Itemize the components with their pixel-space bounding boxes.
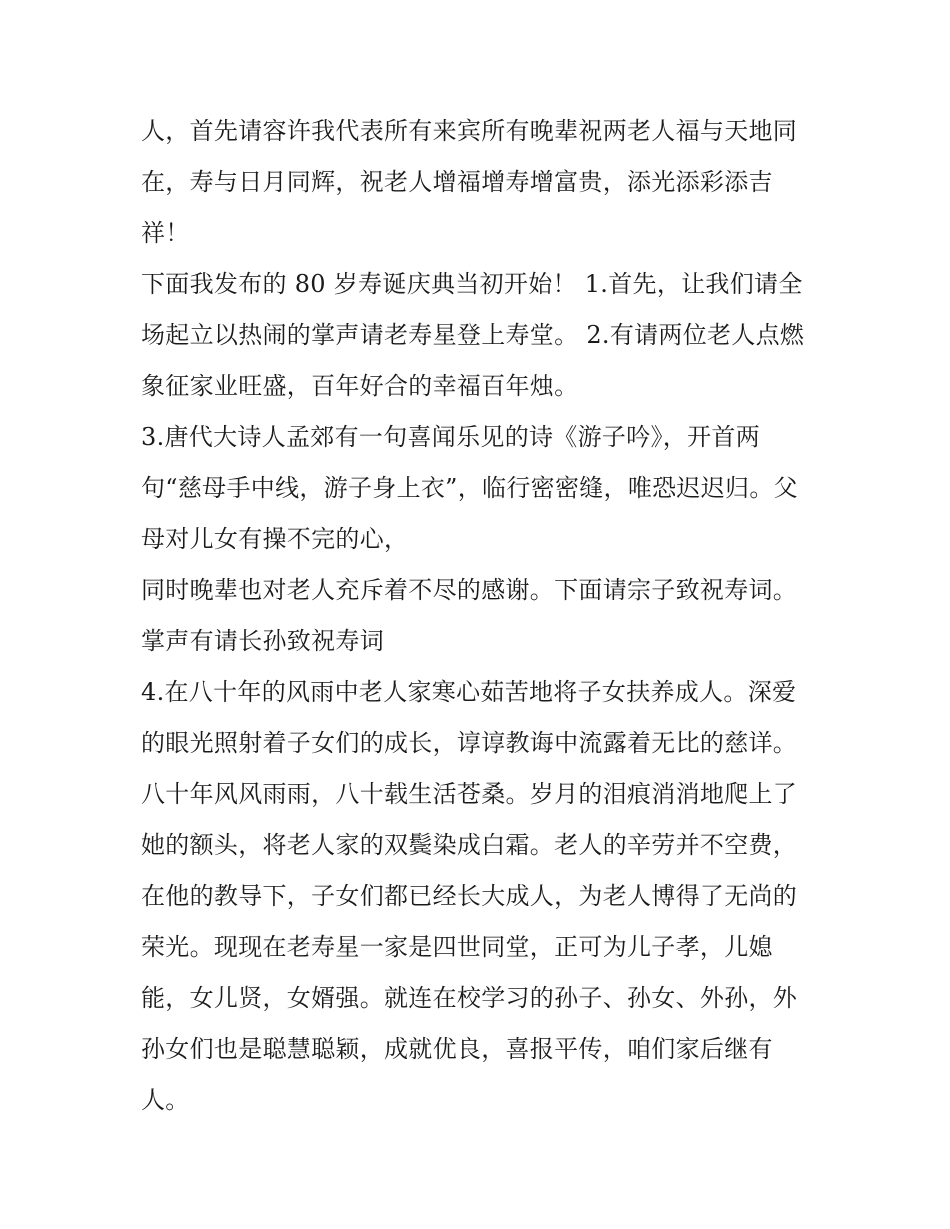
text-line: 她的额头，将老人家的双鬓染成白霜。老人的辛劳并不空费， (141, 831, 798, 859)
text-line: 母对儿女有操不完的心， (141, 525, 409, 553)
text-line: 下面我发布的 80 岁寿诞庆典当初开始！ 1.首先，让我们请全 (141, 270, 803, 298)
text-line: 3.唐代大诗人孟郊有一句喜闻乐见的诗《游子吟》，开首两 (141, 423, 760, 451)
text-line: 在他的教导下，子女们都已经长大成人，为老人博得了无尚的 (141, 882, 798, 910)
text-line: 象征家业旺盛，百年好合的幸福百年烛。 (141, 372, 579, 400)
text-line: 荣光。现现在老寿星一家是四世同堂，正可为儿子孝，儿媳 (141, 933, 773, 961)
text-line: 在，寿与日月同辉，祝老人增福增寿增富贵，添光添彩添吉 (141, 168, 773, 196)
text-line: 能，女儿贤，女婿强。就连在校学习的孙子、孙女、外孙，外 (141, 984, 798, 1012)
text-line: 八十年风风雨雨，八十载生活苍桑。岁月的泪痕消消地爬上了 (141, 780, 798, 808)
text-line: 掌声有请长孙致祝寿词 (141, 627, 384, 655)
document-body (141, 106, 821, 1126)
text-line: 祥！ (141, 219, 190, 247)
text-line: 句“慈母手中线，游子身上衣”，临行密密缝，唯恐迟迟归。父 (141, 474, 798, 502)
text-line: 人。 (141, 1086, 190, 1114)
text-line: 人，首先请容许我代表所有来宾所有晚辈祝两老人福与天地同 (141, 117, 798, 145)
text-line: 4.在八十年的风雨中老人家寒心茹苦地将子女扶养成人。深爱 (141, 678, 797, 706)
text-line: 场起立以热闹的掌声请老寿星登上寿堂。 2.有请两位老人点燃 (141, 321, 805, 349)
text-line: 的眼光照射着子女们的成长，谆谆教诲中流露着无比的慈详。 (141, 729, 798, 757)
text-line: 孙女们也是聪慧聪颖，成就优良，喜报平传，咱们家后继有 (141, 1035, 773, 1063)
text-line: 同时晚辈也对老人充斥着不尽的感谢。下面请宗子致祝寿词。 (141, 576, 798, 604)
